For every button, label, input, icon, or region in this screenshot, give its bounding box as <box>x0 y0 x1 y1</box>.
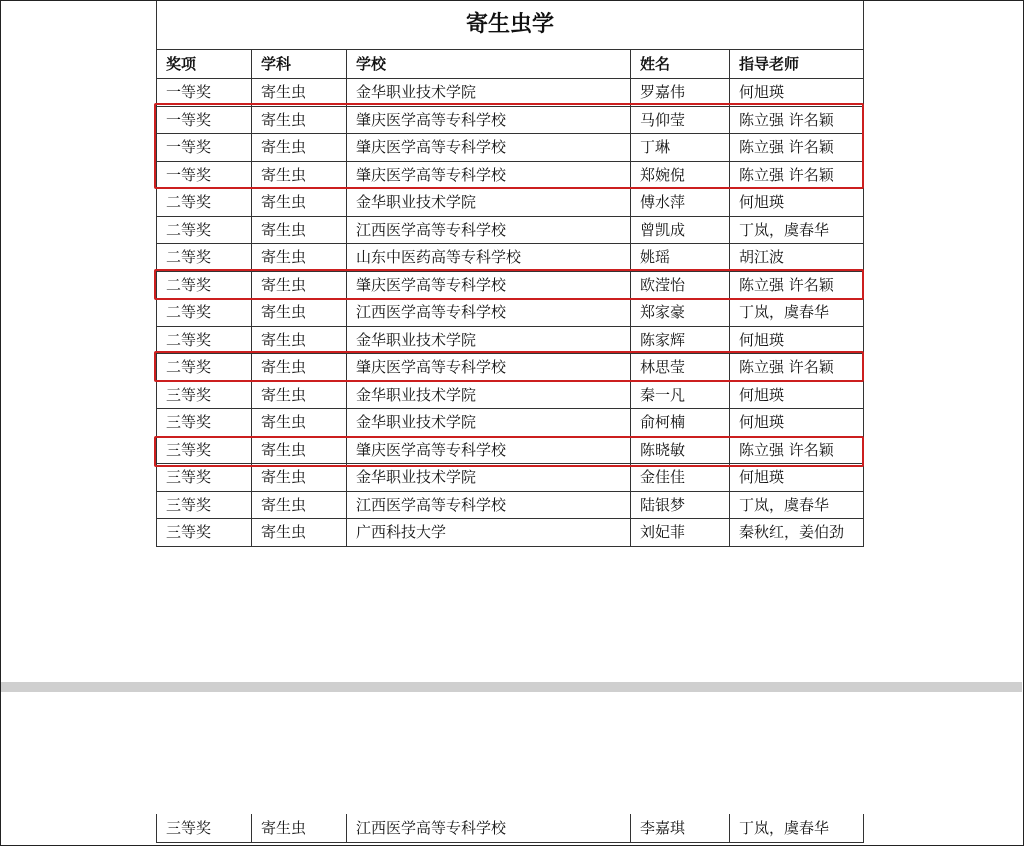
cell-name: 金佳佳 <box>631 464 730 492</box>
cell-school: 江西医学高等专科学校 <box>347 491 631 519</box>
award-table <box>156 1 864 547</box>
cell-school: 肇庆医学高等专科学校 <box>347 271 631 299</box>
cell-award: 二等奖 <box>157 299 252 327</box>
table-row <box>157 326 864 354</box>
cell-subject: 寄生虫 <box>252 354 347 382</box>
cell-award: 三等奖 <box>157 491 252 519</box>
cell-advisor: 陈立强 许名颖 <box>730 134 864 162</box>
cell-name: 刘妃菲 <box>631 519 730 547</box>
table-row <box>157 299 864 327</box>
cell-name: 曾凯成 <box>631 216 730 244</box>
cell-advisor: 何旭瑛 <box>730 79 864 107</box>
cell-award: 三等奖 <box>157 464 252 492</box>
cell-subject: 寄生虫 <box>252 134 347 162</box>
page-divider <box>1 682 1022 692</box>
header-subject: 学科 <box>252 50 347 79</box>
cell-award: 二等奖 <box>157 326 252 354</box>
document-page-1 <box>1 1 1022 682</box>
cell-advisor: 何旭瑛 <box>730 326 864 354</box>
cell-advisor: 陈立强 许名颖 <box>730 436 864 464</box>
cell-subject: 寄生虫 <box>252 189 347 217</box>
cell-advisor: 何旭瑛 <box>730 464 864 492</box>
cell-school: 金华职业技术学院 <box>347 381 631 409</box>
cell-advisor: 丁岚，虞春华 <box>730 216 864 244</box>
table-row <box>157 271 864 299</box>
cell-advisor: 秦秋红，姜伯劲 <box>730 519 864 547</box>
cell-award: 三等奖 <box>157 519 252 547</box>
cell-subject: 寄生虫 <box>252 271 347 299</box>
cell-name: 郑婉倪 <box>631 161 730 189</box>
cell-name: 郑家豪 <box>631 299 730 327</box>
cell-school: 广西科技大学 <box>347 519 631 547</box>
cell-school: 山东中医药高等专科学校 <box>347 244 631 272</box>
header-advisor: 指导老师 <box>730 50 864 79</box>
cell-school: 肇庆医学高等专科学校 <box>347 106 631 134</box>
cell-name: 欧滢怡 <box>631 271 730 299</box>
cell-advisor: 陈立强 许名颖 <box>730 271 864 299</box>
cell-subject: 寄生虫 <box>252 244 347 272</box>
cell-advisor: 陈立强 许名颖 <box>730 106 864 134</box>
table-row <box>157 519 864 547</box>
table-row <box>157 381 864 409</box>
cell-name: 陈晓敏 <box>631 436 730 464</box>
cell-school: 江西医学高等专科学校 <box>347 814 631 843</box>
cell-award: 二等奖 <box>157 271 252 299</box>
table-row <box>157 134 864 162</box>
table-row <box>157 106 864 134</box>
cell-name: 罗嘉伟 <box>631 79 730 107</box>
cell-subject: 寄生虫 <box>252 464 347 492</box>
cell-subject: 寄生虫 <box>252 381 347 409</box>
cell-name: 丁琳 <box>631 134 730 162</box>
cell-award: 二等奖 <box>157 189 252 217</box>
cell-award: 二等奖 <box>157 244 252 272</box>
cell-name: 陆银梦 <box>631 491 730 519</box>
table-row <box>157 464 864 492</box>
cell-advisor: 何旭瑛 <box>730 409 864 437</box>
header-name: 姓名 <box>631 50 730 79</box>
document-page-2 <box>1 692 1022 844</box>
cell-name: 马仰莹 <box>631 106 730 134</box>
table-row <box>157 244 864 272</box>
cell-award: 二等奖 <box>157 354 252 382</box>
cell-subject: 寄生虫 <box>252 436 347 464</box>
cell-school: 肇庆医学高等专科学校 <box>347 436 631 464</box>
cell-award: 二等奖 <box>157 216 252 244</box>
cell-subject: 寄生虫 <box>252 299 347 327</box>
cell-school: 金华职业技术学院 <box>347 409 631 437</box>
cell-name: 李嘉琪 <box>631 814 730 843</box>
cell-school: 金华职业技术学院 <box>347 464 631 492</box>
cell-name: 俞柯楠 <box>631 409 730 437</box>
cell-advisor: 何旭瑛 <box>730 381 864 409</box>
table-row <box>157 814 864 843</box>
award-table-continued <box>156 814 864 843</box>
cell-subject: 寄生虫 <box>252 814 347 843</box>
cell-name: 傅水萍 <box>631 189 730 217</box>
header-school: 学校 <box>347 50 631 79</box>
cell-school: 江西医学高等专科学校 <box>347 216 631 244</box>
cell-name: 秦一凡 <box>631 381 730 409</box>
cell-advisor: 丁岚，虞春华 <box>730 491 864 519</box>
cell-subject: 寄生虫 <box>252 326 347 354</box>
cell-award: 三等奖 <box>157 381 252 409</box>
header-award: 奖项 <box>157 50 252 79</box>
cell-award: 一等奖 <box>157 79 252 107</box>
cell-advisor: 丁岚，虞春华 <box>730 814 864 843</box>
cell-award: 三等奖 <box>157 436 252 464</box>
table-row <box>157 436 864 464</box>
cell-school: 江西医学高等专科学校 <box>347 299 631 327</box>
cell-name: 陈家辉 <box>631 326 730 354</box>
cell-subject: 寄生虫 <box>252 216 347 244</box>
cell-award: 一等奖 <box>157 106 252 134</box>
cell-award: 三等奖 <box>157 409 252 437</box>
cell-school: 金华职业技术学院 <box>347 79 631 107</box>
cell-advisor: 丁岚，虞春华 <box>730 299 864 327</box>
cell-school: 肇庆医学高等专科学校 <box>347 354 631 382</box>
cell-subject: 寄生虫 <box>252 161 347 189</box>
table-title: 寄生虫学 <box>157 1 864 50</box>
table-row <box>157 79 864 107</box>
cell-subject: 寄生虫 <box>252 106 347 134</box>
cell-advisor: 陈立强 许名颖 <box>730 161 864 189</box>
cell-subject: 寄生虫 <box>252 79 347 107</box>
cell-name: 林思莹 <box>631 354 730 382</box>
header-row <box>157 50 864 79</box>
cell-name: 姚瑶 <box>631 244 730 272</box>
cell-school: 金华职业技术学院 <box>347 189 631 217</box>
table-row <box>157 409 864 437</box>
cell-school: 金华职业技术学院 <box>347 326 631 354</box>
cell-advisor: 何旭瑛 <box>730 189 864 217</box>
table-row <box>157 491 864 519</box>
cell-subject: 寄生虫 <box>252 519 347 547</box>
cell-award: 一等奖 <box>157 161 252 189</box>
table-row <box>157 354 864 382</box>
table-row <box>157 216 864 244</box>
title-row <box>157 1 864 50</box>
cell-school: 肇庆医学高等专科学校 <box>347 161 631 189</box>
cell-advisor: 陈立强 许名颖 <box>730 354 864 382</box>
cell-award: 一等奖 <box>157 134 252 162</box>
table-row <box>157 161 864 189</box>
cell-advisor: 胡江波 <box>730 244 864 272</box>
cell-subject: 寄生虫 <box>252 491 347 519</box>
table-row <box>157 189 864 217</box>
cell-subject: 寄生虫 <box>252 409 347 437</box>
cell-award: 三等奖 <box>157 814 252 843</box>
cell-school: 肇庆医学高等专科学校 <box>347 134 631 162</box>
